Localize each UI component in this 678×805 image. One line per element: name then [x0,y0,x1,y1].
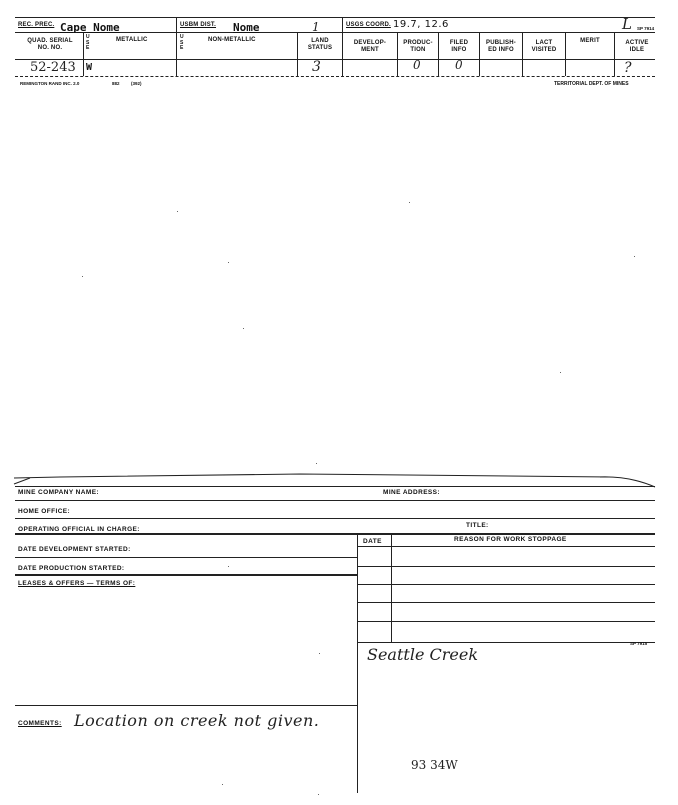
form-number-bottom: SP 7915 [630,641,648,646]
col-active-idle: ACTIVE IDLE [625,40,649,53]
date-col-label: DATE [363,538,382,545]
location-note: Seattle Creek [367,645,479,664]
row-quad-serial: 52-243 [30,60,76,75]
row-land-status: 3 [312,59,321,75]
leases-label: LEASES & OFFERS — TERMS OF: [18,580,136,587]
date-development-label: DATE DEVELOPMENT STARTED: [18,546,131,553]
mine-address-label: MINE ADDRESS: [383,489,440,496]
rec-prec-value: Cape Nome [60,21,120,34]
usgs-coord-label: USGS COORD. [346,22,391,28]
rec-prec-label: REC. PREC. [18,22,55,28]
row-metallic-use: W [86,62,93,73]
printer-imprint: REMINGTON RAND INC. 2.0 [20,81,80,86]
col-metallic: METALLIC [116,37,148,43]
comments-value: Location on creek not given. [74,711,320,730]
col-last-visited: LACT VISITED [531,40,557,53]
col-filed-info: FILED INFO [449,40,469,53]
operating-official-label: OPERATING OFFICIAL IN CHARGE: [18,526,140,533]
row-filed-info: 0 [455,58,463,72]
form-number-top: SP 7914 [637,26,655,31]
usbm-dist-mark: 1 [312,20,320,34]
printer-code: 882 [112,81,120,86]
card-top-edge [0,470,678,500]
col-non-metallic: NON-METALLIC [208,37,256,43]
col-production: PRODUC- TION [403,40,433,53]
number-note: 93 34W [411,758,458,772]
col-published-info: PUBLISH- ED INFO [486,40,516,53]
col-land-status: LAND STATUS [307,38,333,51]
date-production-label: DATE PRODUCTION STARTED: [18,565,125,572]
printer-code-2: (392) [131,81,142,86]
col-quad-serial: QUAD. SERIAL NO. NO. [27,38,73,51]
row-production: 0 [413,58,421,72]
corner-mark: L [622,15,632,33]
mine-company-name-label: MINE COMPANY NAME: [18,489,99,496]
col-use-metallic: U S E [86,34,90,51]
home-office-label: HOME OFFICE: [18,508,71,515]
usgs-coord-value: 19.7, 12.6 [393,19,449,30]
col-merit: MERIT [580,38,600,44]
usbm-dist-value: Nome [233,21,260,34]
title-label: TITLE: [466,522,489,529]
reason-col-label: REASON FOR WORK STOPPAGE [454,536,567,543]
row-active-idle-mark: ? [624,60,632,76]
comments-label: COMMENTS: [18,720,62,727]
col-development: DEVELOP- MENT [353,40,387,53]
usbm-dist-label: USBM DIST. [180,22,217,28]
col-use-nonmetallic: U S E [180,34,184,51]
department-imprint: TERRITORIAL DEPT. OF MINES [554,81,629,87]
